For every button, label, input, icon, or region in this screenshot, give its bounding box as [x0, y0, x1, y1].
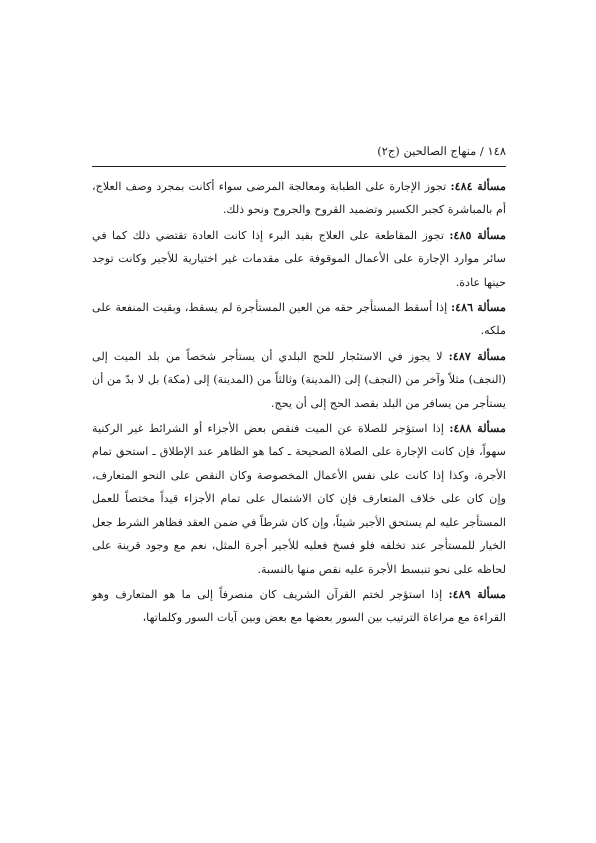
- masala-label: مسألة ٤٨٥:: [449, 227, 507, 242]
- masala-label: مسألة ٤٨٤:: [450, 179, 506, 193]
- masala-text: إذا أسقط المستأجر حقه من العين المستأجرة لم يسقط، وبقيت المنفعة على ملكه.: [92, 301, 506, 338]
- masala-label: مسألة ٤٨٦:: [450, 300, 506, 315]
- masala-text: لا يجوز في الاستئجار للحج البلدي أن يستأجر شخصاً من بلد الميت إلى (النجف) مثلاً وآخر من (النجف) إلى (المدينة) وثالثاً من (المدينة) إلى (مكة) بل لا بدّ من أن يستأجر من يسافر من البلد بقصد الحج إلى أن يحج.: [92, 349, 506, 410]
- masala-label: مسألة ٤٨٧:: [448, 348, 506, 363]
- masala-text: إذا استؤجر لختم القرآن الشريف كان منصرفاً إلى ما هو المتعارف وهو القراءة مع مراعاة الترتيب بين السور بعضها مع بعض وبين آيات السور وكلماتها،: [92, 587, 506, 625]
- masala-text: إذا استؤجر للصلاة عن الميت فنقص بعض الأجزاء أو الشرائط غير الركنية سهواً، فإن كانت الإجارة على الصلاة الصحيحة ـ كما هو الظاهر عند الإطلاق ـ استحق تمام الأجرة، وكذا إذا كانت على نفس الأعمال المخصوصة وكان النقص على النحو المتعارف، وإن كان على خلاف المتعارف فإن كان الاشتمال على تمام الأجزاء قيداً مختصاً للعمل المستأجر عليه لم يستحق الأجير شيئاً، وإن كان شرطاً في ضمن العقد فظاهر الشرط جعل الخيار للمستأجر عند تخلفه فلو فسخ فعليه للأجير أجرة المثل، نعم مع وجود قرينة على لحاظه على نحو تنبسط الأجرة عليه نقص منها بالنسبة.: [92, 422, 506, 576]
- masala-label: مسألة ٤٨٩:: [448, 586, 506, 601]
- masail-body: [92, 175, 506, 630]
- masala-label: مسألة ٤٨٨:: [449, 421, 506, 436]
- masala-486: [92, 296, 506, 343]
- masala-485: [92, 224, 506, 294]
- masala-text: تجوز المقاطعة على العلاج بقيد البرء إذا كانت العادة تقتضي ذلك كما في سائر موارد الإجارة على الأعمال الموقوفة على مقدمات غير اختيارية للأجير وكانت توجد حينها عادة.: [92, 228, 506, 289]
- masala-484: [92, 175, 506, 222]
- running-header: ١٤٨ / منهاج الصالحين (ج٢): [92, 140, 506, 167]
- masala-487: [92, 345, 506, 415]
- masala-489: [92, 583, 506, 630]
- document-page: [92, 140, 506, 632]
- masala-text: تجوز الإجارة على الطبابة ومعالجة المرضى سواء أكانت بمجرد وصف العلاج، أم بالمباشرة كجبر الكسير وتضميد القروح والجروح ونحو ذلك.: [92, 180, 506, 217]
- masala-488: [92, 417, 506, 581]
